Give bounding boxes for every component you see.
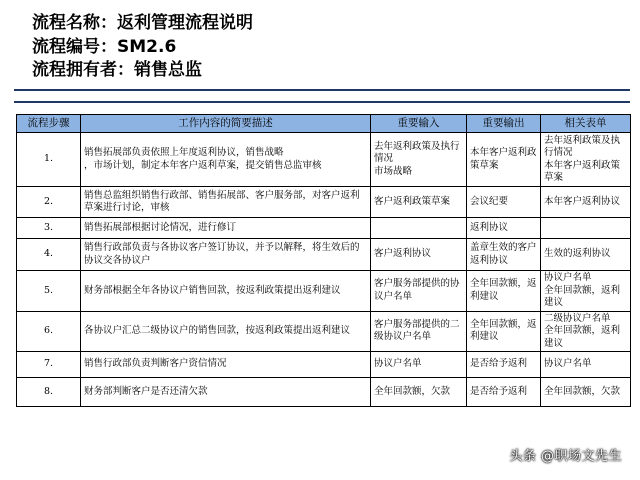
table-header-row: [17, 115, 631, 133]
output-cell-line: 返利协议: [470, 221, 509, 233]
table-row: [17, 133, 631, 187]
process-owner: 流程拥有者：销售总监: [32, 60, 202, 80]
forms-cell-line: 本年客户返利政策草案: [544, 159, 621, 183]
output-cell: [467, 311, 541, 352]
description-cell-line: 销售拓展部负责依照上年度返利协议，销售战略: [84, 147, 284, 158]
process-table: [16, 114, 631, 407]
watermark: 头条 @职场文先生: [509, 449, 622, 464]
forms-cell-line: 生效的返利协议: [544, 248, 611, 260]
input-cell-line: 客户返利政策草案: [374, 195, 451, 207]
step-cell: 6.: [17, 311, 81, 352]
input-cell: [371, 271, 467, 312]
description-cell-line: 财务部根据全年各协议户销售回款，按返利政策提出返利建议: [84, 284, 341, 296]
table-row: [17, 218, 631, 239]
input-cell: [371, 239, 467, 271]
output-cell-line: 本年客户返利政策草案: [470, 147, 537, 171]
header-rule-bottom: [14, 101, 630, 103]
output-cell: [467, 271, 541, 312]
column-header-description: 工作内容的简要描述: [81, 115, 371, 133]
input-cell-line: 客户服务部提供的协议户名单: [374, 278, 460, 302]
output-cell: [467, 218, 541, 239]
description-cell: [81, 133, 371, 187]
forms-cell: [541, 311, 631, 352]
description-cell: [81, 378, 371, 407]
input-cell-line: 客户返利协议: [374, 248, 432, 260]
input-cell: [371, 218, 467, 239]
description-cell-line: 各协议户汇总二级协议户的销售回款，按返利政策提出返利建议: [84, 325, 351, 336]
column-header-output: 重要输出: [467, 115, 541, 133]
output-cell: [467, 352, 541, 378]
step-cell: 4.: [17, 239, 81, 271]
description-cell-line: 销售行政部负责与各协议客户签订协议，并予以解释，将生效后的协议交各协议户: [84, 242, 360, 266]
step-cell: 2.: [17, 187, 81, 218]
table-body: [17, 133, 631, 407]
output-cell: [467, 187, 541, 218]
process-name: 流程名称：返利管理流程说明: [32, 13, 253, 33]
header-rule-top: [14, 89, 630, 91]
output-cell: [467, 378, 541, 407]
input-cell: [371, 187, 467, 218]
input-cell: [371, 352, 467, 378]
step-cell: 5.: [17, 271, 81, 312]
input-cell-line: 全年回款额，欠款: [374, 385, 451, 397]
description-cell: [81, 311, 371, 352]
output-cell-line: 是否给予返利: [470, 358, 528, 370]
description-cell: [81, 218, 371, 239]
output-cell-line: 会议纪要: [470, 195, 509, 207]
input-cell: [371, 311, 467, 352]
description-cell: [81, 271, 371, 312]
input-cell-line: 协议户名单: [374, 358, 422, 370]
column-header-step: 流程步骤: [17, 115, 81, 133]
forms-cell-line: 二级协议户名单: [544, 312, 611, 324]
output-cell-line: 全年回款额，返利建议: [470, 318, 537, 343]
forms-cell: [541, 239, 631, 271]
description-cell-line: 销售拓展部根据讨论情况，进行修订: [84, 221, 237, 233]
table-row: [17, 271, 631, 312]
step-cell: 3.: [17, 218, 81, 239]
description-cell-line: 财务部判断客户是否还清欠款: [84, 385, 208, 397]
document-header: [32, 12, 253, 83]
input-cell: [371, 133, 467, 187]
output-cell: [467, 239, 541, 271]
description-cell-line: 销售行政部负责判断客户资信情况: [84, 358, 227, 370]
forms-cell-line: 全年回款额，返利建议: [544, 325, 621, 349]
table-row: [17, 311, 631, 352]
input-cell-line: 市场战略: [374, 165, 413, 177]
forms-cell: [541, 271, 631, 312]
forms-cell-line: 协议户名单: [544, 358, 592, 370]
output-cell-line: 全年回款额，返利建议: [470, 278, 537, 302]
input-cell-line: 去年返利政策及执行情况: [374, 140, 460, 165]
description-cell: [81, 187, 371, 218]
output-cell-line: 是否给予返利: [470, 385, 528, 397]
forms-cell-line: 全年回款额，欠款: [544, 385, 621, 397]
forms-cell-line: 去年返利政策及执行情况: [544, 134, 621, 158]
description-cell-line: ，市场计划，制定本年客户返利草案，提交销售总监审核: [84, 159, 322, 171]
description-cell: [81, 352, 371, 378]
forms-cell: [541, 133, 631, 187]
forms-cell: [541, 352, 631, 378]
forms-cell: [541, 378, 631, 407]
forms-cell-line: 本年客户返利协议: [544, 195, 621, 207]
forms-cell-line: 协议户名单: [544, 272, 592, 283]
table-row: [17, 352, 631, 378]
table-row: [17, 187, 631, 218]
description-cell-line: 销售总监组织销售行政部、销售拓展部、客户服务部，对客户返利草案进行讨论，审核: [84, 189, 360, 213]
step-cell: 7.: [17, 352, 81, 378]
table-row: [17, 378, 631, 407]
step-cell: 8.: [17, 378, 81, 407]
output-cell: [467, 133, 541, 187]
column-header-input: 重要输入: [371, 115, 467, 133]
table-row: [17, 239, 631, 271]
description-cell: [81, 239, 371, 271]
step-cell: 1.: [17, 133, 81, 187]
forms-cell: [541, 218, 631, 239]
process-code: 流程编号：SM2.6: [32, 36, 177, 57]
forms-cell: [541, 187, 631, 218]
input-cell: [371, 378, 467, 407]
column-header-forms: 相关表单: [541, 115, 631, 133]
forms-cell-line: 全年回款额，返利建议: [544, 284, 621, 308]
output-cell-line: 盖章生效的客户返利协议: [470, 242, 537, 266]
input-cell-line: 客户服务部提供的二级协议户名单: [374, 318, 460, 343]
